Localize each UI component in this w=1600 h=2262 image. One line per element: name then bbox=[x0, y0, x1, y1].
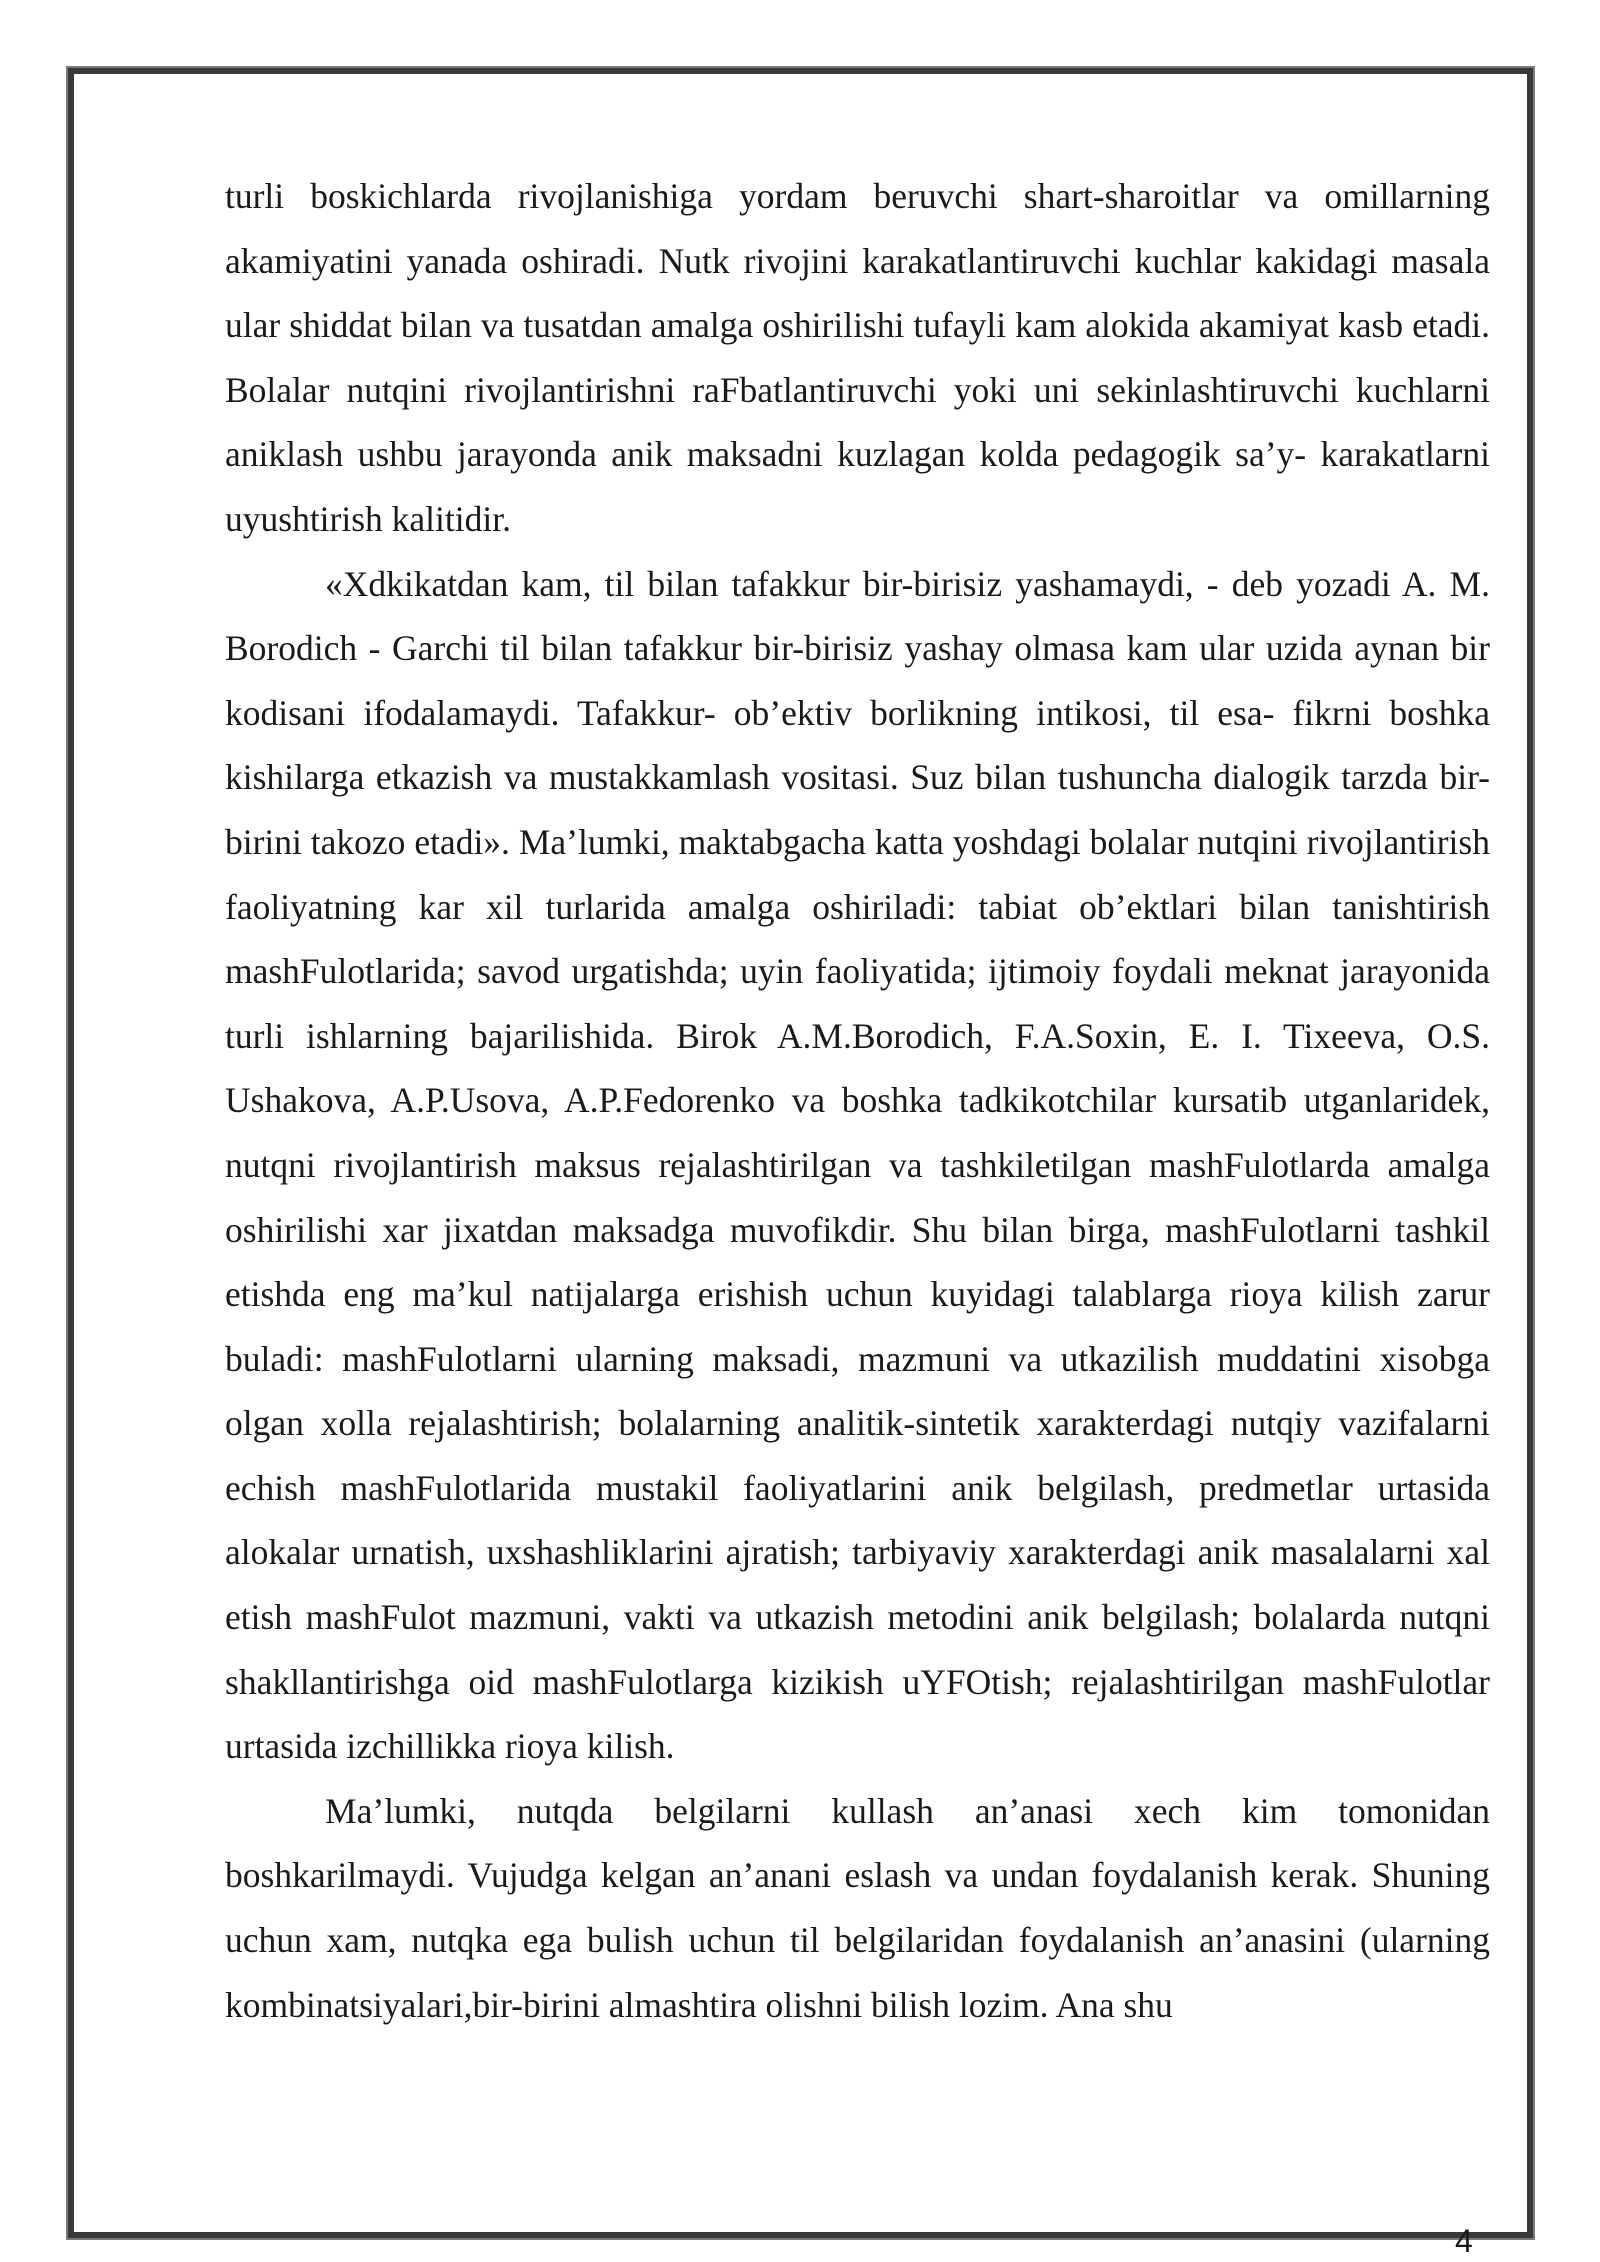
paragraph-2: «Xdkikatdan kam, til bilan tafakkur bir-birisiz yashamaydi, - deb yozadi A. M. Borodich - Garchi til bilan tafakkur bir-birisiz yashay olmasa kam ular uzida aynan bir kodisani ifodalamaydi. Tafakkur- ob’ektiv borlikning intikosi, til esa- fikrni boshka kishilarga etkazish va mustakkamlash vositasi. Suz bilan tushuncha dialogik tarzda bir-birini takozo etadi». Ma’lumki, maktabgacha katta yoshdagi bolalar nutqini rivojlantirish faoliyatning kar xil turlarida amalga oshiriladi: tabiat ob’ektlari bilan tanishtirish mashFulotlarida; savod urgatishda; uyin faoliyatida; ijtimoiy foydali meknat jarayonida turli ishlarning bajarilishida. Birok A.M.Borodich, F.A.Soxin, E. I. Tixeeva, O.S. Ushakova, A.P.Usova, A.P.Fedorenko va boshka tadkikotchilar kursatib utganlaridek, nutqni rivojlantirish maksus rejalashtirilgan va tashkiletilgan mashFulotlarda amalga oshirilishi xar jixatdan maksadga muvofikdir. Shu bilan birga, mashFulotlarni tashkil etishda eng ma’kul natijalarga erishish uchun kuyidagi talablarga rioya kilish zarur buladi: mashFulotlarni ularning maksadi, mazmuni va utkazilish muddatini xisobga olgan xolla rejalashtirish; bolalarning analitik-sintetik xarakterdagi nutqiy vazifalarni echish mashFulotlarida mustakil faoliyatlarini anik belgilash, predmetlar urtasida alokalar urnatish, uxshashliklarini ajratish; tarbiyaviy xarakterdagi anik masalalarni xal etish mashFulot mazmuni, vakti va utkazish metodini anik belgilash; bolalarda nutqni shakllantirishga oid mashFulotlarga kizikish uYFOtish; rejalashtirilgan mashFulotlar urtasida izchillikka rioya kilish. bbox=[225, 563, 1490, 1767]
paragraph-3: Ma’lumki, nutqda belgilarni kullash an’anasi xech kim tomonidan boshkarilmaydi. Vujudga kelgan an’anani eslash va undan foydalanish kerak. Shuning uchun xam, nutqka ega bulish uchun til belgilaridan foydalanish an’anasini (ularning kombinatsiyalari,bir-birini almashtira olishni bilish lozim. Ana shu bbox=[225, 1790, 1490, 2025]
paragraph-1: turli boskichlarda rivojlanishiga yordam beruvchi shart-sharoitlar va omillarning akamiyatini yanada oshiradi. Nutk rivojini karakatlantiruvchi kuchlar kakidagi masala ular shiddat bilan va tusatdan amalga oshirilishi tufayli kam alokida akamiyat kasb etadi. Bolalar nutqini rivojlantirishni raFbatlantiruvchi yoki uni sekinlashtiruvchi kuchlarni aniklash ushbu jarayonda anik maksadni kuzlagan kolda pedagogik sa’y- karakatlarni uyushtirish kalitidir. bbox=[225, 176, 1490, 539]
page-number: 4 bbox=[1455, 2223, 1473, 2259]
document-body bbox=[225, 164, 1490, 2037]
